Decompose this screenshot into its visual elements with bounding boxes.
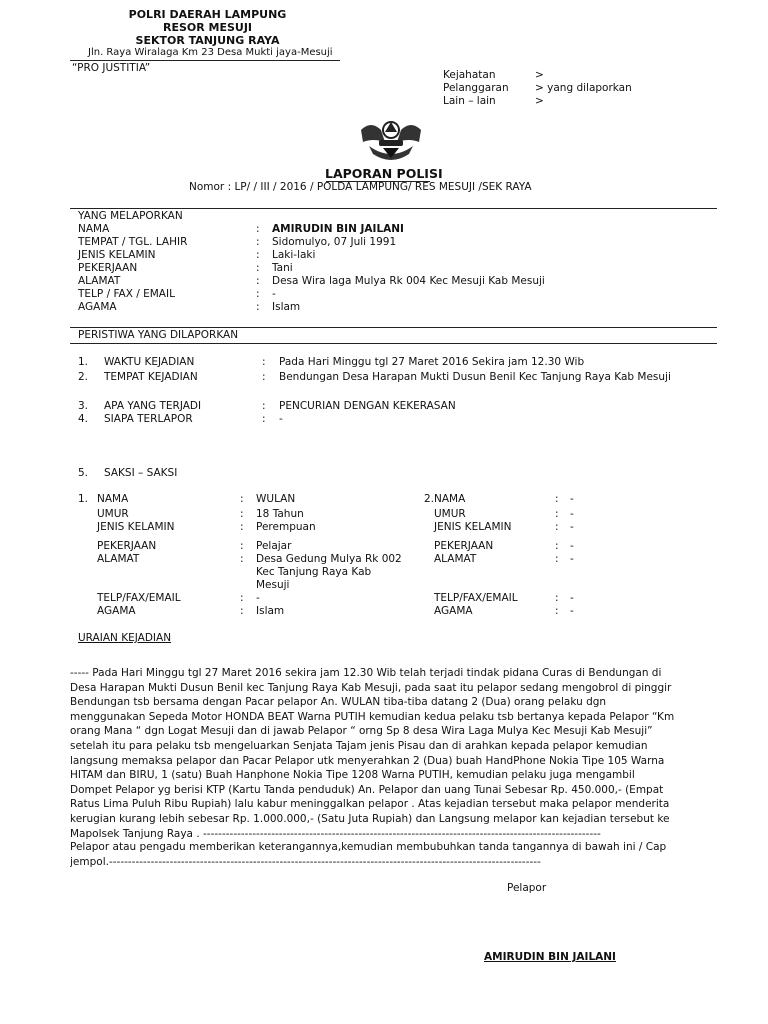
- event-number: 3.: [78, 400, 89, 412]
- closing-line: Pelapor atau pengadu memberikan keterangannya,kemudian membubuhkan tanda tangannya di bawah ini / Cap: [70, 841, 667, 853]
- closing-line: jempol.------------------------------------------------------------------------------------------------------------------: [70, 855, 541, 868]
- incident-narrative-title: URAIAN KEJADIAN: [78, 632, 172, 644]
- field-colon: :: [262, 371, 266, 383]
- field-colon: :: [256, 275, 260, 287]
- field-colon: :: [262, 400, 266, 412]
- field-label: PEKERJAAN: [434, 540, 494, 552]
- reporter-name: AMIRUDIN BIN JAILANI: [272, 223, 404, 235]
- field-colon: :: [555, 493, 559, 505]
- field-label: TELP / FAX / EMAIL: [78, 288, 175, 300]
- event-label: APA YANG TERJADI: [104, 400, 202, 412]
- sector-name: SEKTOR TANJUNG RAYA: [135, 34, 280, 47]
- narrative-line: kerugian kurang lebih sebesar Rp. 1.000.000,- (Satu Juta Rupiah) dan Langsung melapor kan kejadian tersebut ke: [70, 812, 670, 825]
- field-value: -: [570, 553, 574, 565]
- field-value: Desa Gedung Mulya Rk 002: [256, 553, 402, 565]
- witness-number: 1.: [78, 493, 89, 505]
- narrative-line: Ratus Lima Puluh Ribu Rupiah) lalu kabur meninggalkan pelapor . Atas kejadian tersebut maka pelapor menderita: [70, 798, 670, 811]
- field-value: 18 Tahun: [256, 508, 304, 520]
- field-value: Pelajar: [256, 540, 292, 552]
- field-value: -: [272, 288, 276, 300]
- classification-label: Lain – lain: [443, 95, 496, 107]
- field-value: Sidomulyo, 07 Juli 1991: [272, 236, 397, 248]
- field-label: JENIS KELAMIN: [434, 521, 512, 533]
- field-value: -: [570, 493, 574, 505]
- field-colon: :: [240, 605, 244, 617]
- field-value: Laki-laki: [272, 249, 316, 261]
- office-address: Jln. Raya Wiralaga Km 23 Desa Mukti jaya-Mesuji: [88, 47, 333, 58]
- field-colon: :: [240, 540, 244, 552]
- field-colon: :: [555, 540, 559, 552]
- classification-label: Kejahatan: [443, 69, 496, 81]
- field-value: -: [570, 605, 574, 617]
- field-label: TELP/FAX/EMAIL: [97, 592, 181, 604]
- report-number: Nomor : LP/ / III / 2016 / POLDA LAMPUNG/ RES MESUJI /SEK RAYA: [189, 181, 532, 193]
- field-label: JENIS KELAMIN: [78, 249, 156, 261]
- event-value: Bendungan Desa Harapan Mukti Dusun Benil Kec Tanjung Raya Kab Mesuji: [279, 371, 671, 383]
- field-label: ALAMAT: [434, 553, 477, 565]
- field-colon: :: [240, 521, 244, 533]
- field-colon: :: [555, 592, 559, 604]
- field-value: -: [570, 521, 574, 533]
- event-value: -: [279, 413, 283, 425]
- section-divider: [70, 208, 717, 209]
- event-label: TEMPAT KEJADIAN: [104, 371, 198, 383]
- field-value: Islam: [272, 301, 301, 313]
- witness-section-number: 5.: [78, 467, 89, 479]
- narrative-line: ----- Pada Hari Minggu tgl 27 Maret 2016 sekira jam 12.30 Wib telah terjadi tindak pidana Curas di Bendungan di: [70, 667, 662, 679]
- field-value: Desa Wira laga Mulya Rk 004 Kec Mesuji Kab Mesuji: [272, 275, 545, 287]
- field-colon: :: [240, 592, 244, 604]
- narrative-line: Desa Harapan Mukti Dusun Benil kec Tanjung Raya Kab Mesuji, pada saat itu pelapor sedang mengobrol di pinggir: [70, 681, 672, 694]
- field-label: UMUR: [434, 508, 466, 520]
- event-number: 4.: [78, 413, 89, 425]
- field-label: AGAMA: [97, 605, 136, 617]
- narrative-line: menggunakan Sepeda Motor HONDA BEAT Warna PUTIH kemudian kedua pelaku tsb bertanya kepada Pelapor “Km: [70, 710, 675, 723]
- field-label: ALAMAT: [97, 553, 140, 565]
- narrative-line: HITAM dan BIRU, 1 (satu) Buah Hanphone Nokia Tipe 1208 Warna PUTIH, kemudian pelaku juga mengambil: [70, 769, 635, 782]
- classification-label: Pelanggaran: [443, 82, 509, 94]
- field-colon: :: [240, 508, 244, 520]
- field-colon: :: [240, 493, 244, 505]
- section-divider: [70, 343, 717, 344]
- field-colon: :: [256, 301, 260, 313]
- field-value: -: [570, 592, 574, 604]
- field-label: PEKERJAAN: [78, 262, 138, 274]
- classification-value: >: [535, 95, 544, 107]
- field-label: ALAMAT: [78, 275, 121, 287]
- field-label: AGAMA: [78, 301, 117, 313]
- field-colon: :: [256, 288, 260, 300]
- signature-label: Pelapor: [507, 882, 547, 894]
- field-colon: :: [555, 553, 559, 565]
- field-label: TELP/FAX/EMAIL: [434, 592, 518, 604]
- field-value: WULAN: [256, 493, 296, 505]
- field-label: UMUR: [97, 508, 129, 520]
- witness-section-title: SAKSI – SAKSI: [104, 467, 178, 479]
- field-label: PEKERJAAN: [97, 540, 157, 552]
- field-label: TEMPAT / TGL. LAHIR: [78, 236, 188, 248]
- field-colon: :: [555, 508, 559, 520]
- reporter-section-title: YANG MELAPORKAN: [78, 210, 183, 222]
- field-label: AGAMA: [434, 605, 473, 617]
- field-label: NAMA: [97, 493, 129, 505]
- field-colon: :: [256, 223, 260, 235]
- narrative-line: langsung memaksa pelapor dan Pacar Pelapor utk menyerahkan 2 (Dua) buah HandPhone Nokia Tipe 105 Warna: [70, 754, 665, 767]
- closing-statement: [70, 840, 715, 869]
- classification-value: >: [535, 69, 544, 81]
- event-label: WAKTU KEJADIAN: [104, 356, 195, 368]
- police-emblem-icon: [355, 112, 427, 164]
- field-colon: :: [262, 413, 266, 425]
- narrative-line: orang Mana “ dgn Logat Mesuji dan di jawab Pelapor “ orng Sp 8 desa Wira Laga Mulya Kec Mesuji Kab Mesuji”: [70, 725, 653, 738]
- event-section-title: PERISTIWA YANG DILAPORKAN: [78, 329, 239, 341]
- field-colon: :: [262, 356, 266, 368]
- incident-narrative: [70, 666, 715, 841]
- report-title: LAPORAN POLISI: [325, 166, 443, 181]
- event-label: SIAPA TERLAPOR: [104, 413, 193, 425]
- witness-number: 2.: [424, 493, 435, 505]
- narrative-line: Dompet Pelapor yg berisi KTP (Kartu Tanda penduduk) An. Pelapor dan uang Tunai Sebesar Rp. 450.000,- (Empat: [70, 783, 664, 796]
- event-value: Pada Hari Minggu tgl 27 Maret 2016 Sekira jam 12.30 Wib: [279, 356, 585, 368]
- agency-name: POLRI DAERAH LAMPUNG: [128, 8, 287, 21]
- narrative-line: setelah itu para pelaku tsb mengeluarkan Senjata Tajam jenis Pisau dan di arahkan kepada pelapor kemudian: [70, 739, 648, 752]
- section-divider: [70, 327, 717, 328]
- field-value: -: [570, 540, 574, 552]
- field-value: Tani: [272, 262, 293, 274]
- field-value: -: [570, 508, 574, 520]
- resort-name: RESOR MESUJI: [162, 21, 253, 34]
- field-value: Mesuji: [256, 579, 290, 591]
- narrative-line: Bendungan tsb bersama dengan Pacar pelapor An. WULAN tiba-tiba datang 2 (Dua) orang pelaku dgn: [70, 696, 607, 709]
- narrative-line: Mapolsek Tanjung Raya . ---------------------------------------------------------------------------------------------------------: [70, 827, 601, 840]
- classification-value: > yang dilaporkan: [535, 82, 632, 94]
- field-colon: :: [256, 249, 260, 261]
- field-value: Islam: [256, 605, 285, 617]
- field-colon: :: [555, 605, 559, 617]
- field-value: -: [256, 592, 260, 604]
- field-label: NAMA: [78, 223, 110, 235]
- event-number: 1.: [78, 356, 89, 368]
- event-number: 2.: [78, 371, 89, 383]
- field-colon: :: [256, 262, 260, 274]
- field-value: Kec Tanjung Raya Kab: [256, 566, 372, 578]
- field-colon: :: [240, 553, 244, 565]
- field-colon: :: [555, 521, 559, 533]
- field-label: NAMA: [434, 493, 466, 505]
- signature-name: AMIRUDIN BIN JAILANI: [484, 951, 616, 963]
- field-value: Perempuan: [256, 521, 316, 533]
- field-label: JENIS KELAMIN: [97, 521, 175, 533]
- header-divider: [70, 60, 340, 61]
- event-value: PENCURIAN DENGAN KEKERASAN: [279, 400, 456, 412]
- field-colon: :: [256, 236, 260, 248]
- pro-justitia: “PRO JUSTITIA”: [72, 62, 151, 74]
